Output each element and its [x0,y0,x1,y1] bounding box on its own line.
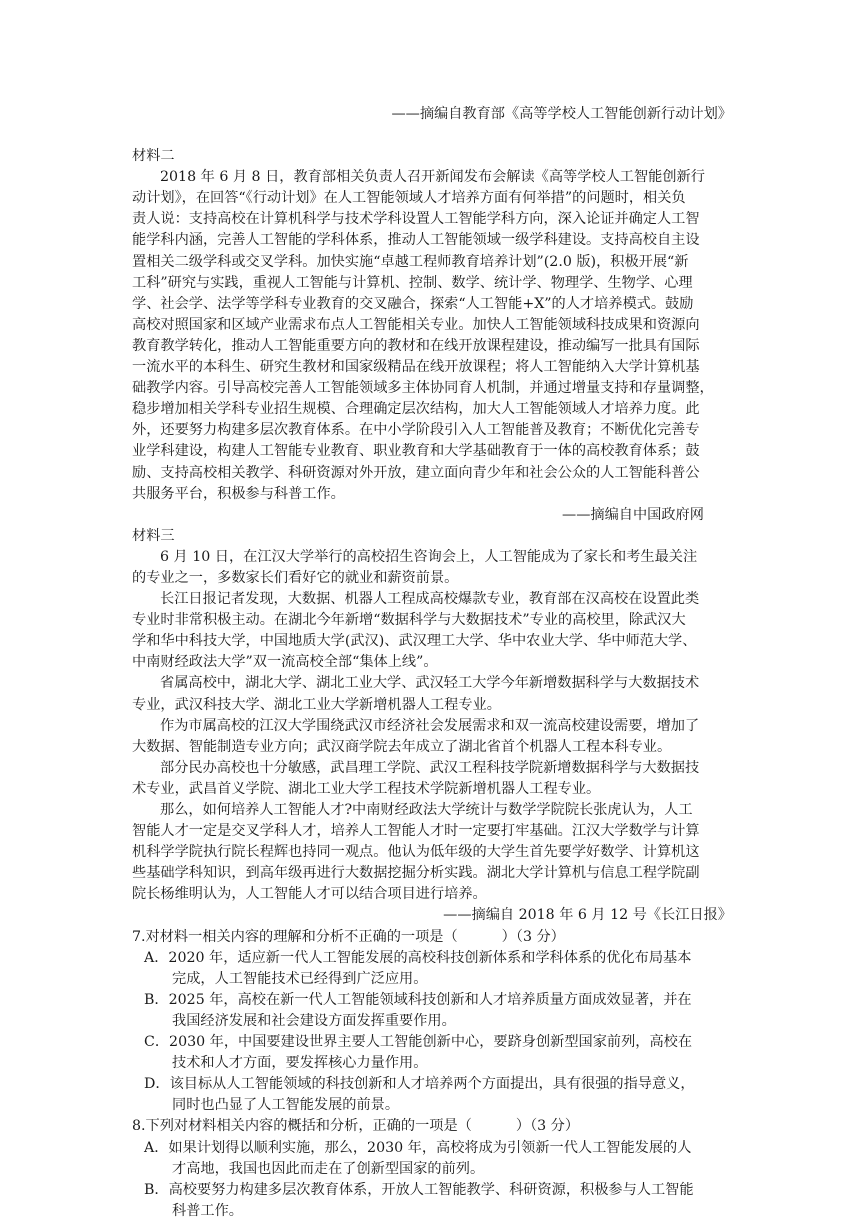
text-line: 础教学内容。引导高校完善人工智能领域多主体协同育人机制，并通过增量支持和存量调整， [132,380,714,397]
material-2-heading: 材料二 [132,148,175,165]
question-8-option-a: A．如果计划得以顺利实施，那么，2030 年，高校将成为引领新一代人工智能发展的人 [144,1139,692,1156]
spacer [132,125,732,146]
text-line: 专业，武汉科技大学、湖北工业大学新增机器人工程专业。 [132,696,501,713]
text-line: 6 月 10 日，在江汉大学举行的高校招生咨询会上，人工智能成为了家长和考生最关注 [160,548,698,565]
text-line: 稳步增加相关学科专业招生规模、合理确定层次结构，加大人工智能领域人才培养力度。此 [132,401,700,418]
question-7-option-d: D．该目标从人工智能领域的科技创新和人才培养两个方面提出，具有很强的指导意义， [144,1076,695,1093]
text-line: 省属高校中，湖北大学、湖北工业大学、武汉轻工大学今年新增数据科学与大数据技术 [160,675,700,692]
question-7-option-a: A．2020 年，适应新一代人工智能发展的高校科技创新体系和学科体系的优化布局基本 [144,949,692,966]
text-line: 专业时非常积极主动。在湖北今年新增“数据科学与大数据技术”专业的高校里，除武汉大 [132,612,686,629]
text-line: 高校对照国家和区域产业需求布点人工智能相关专业。加快人工智能领域科技成果和资源向 [132,316,700,333]
question-8-option-b: B．高校要努力构建多层次教育体系，开放人工智能教学、科研资源，积极参与人工智能 [144,1181,694,1198]
text-line: 院长杨维明认为，人工智能人才可以结合项目进行培养。 [132,886,487,903]
text-line: 中南财经政法大学”双一流高校全部“集体上线”。 [132,654,438,671]
question-8-stem-b: ）（3 分） [515,1118,580,1135]
text-line: 业学科建设，构建人工智能专业教育、职业教育和大学基础教育于一体的高校教育体系；鼓 [132,443,700,460]
source-material-1: ——摘编自教育部《高等学校人工智能创新行动计划》 [391,106,732,122]
question-8-stem-a: 8.下列对材料相关内容的概括和分析，正确的一项是（ [132,1118,472,1135]
text-line: 术专业，武昌首义学院、湖北工业大学工程技术学院新增机器人工程专业。 [132,780,601,797]
question-7-stem [132,927,732,948]
text-line: 能学科内涵，完善人工智能的学科体系，推动人工智能领域一级学科建设。支持高校自主设 [132,232,700,249]
question-7-option-b: B．2025 年，高校在新一代人工智能领域科技创新和人才培养质量方面成效显著，并在 [144,991,692,1008]
question-7-option-b-cont: 我国经济发展和社会建设方面发挥重要作用。 [172,1012,456,1029]
question-8-option-a-cont: 才高地，我国也因此而走在了创新型国家的前列。 [172,1160,485,1177]
question-7-option-c-cont: 技术和人才方面，要发挥核心力量作用。 [172,1055,428,1072]
text-line: 外，还要努力构建多层次教育体系。在中小学阶段引入人工智能普及教育；不断优化完善专 [132,422,700,439]
question-8-option-b-cont: 科普工作。 [172,1202,243,1219]
text-line: 励、支持高校相关教学、科研资源对外开放，建立面向青少年和社会公众的人工智能科普公 [132,464,700,481]
text-line: 些基础学科知识，到高年级再进行大数据挖掘分析实践。湖北大学计算机与信息工程学院副 [132,865,700,882]
text-line: 智能人才一定是交叉学科人才，培养人工智能人才时一定要打牢基础。江汉大学数学与计算 [132,823,700,840]
question-7-option-c: C．2030 年，中国要建设世界主要人工智能创新中心，要跻身创新型国家前列，高校在 [144,1034,693,1051]
source-material-3: ——摘编自 2018 年 6 月 12 号《长江日报》 [443,907,732,924]
document-page [132,104,732,1222]
text-line: 共服务平台，积极参与科普工作。 [132,485,345,502]
text-line: 机科学学院执行院长程辉也持同一观点。他认为低年级的大学生首先要学好数学、计算机这 [132,844,700,861]
text-line: 动计划》，在回答“《行动计划》在人工智能领域人才培养方面有何举措”的问题时，相关负 [132,190,686,207]
material-3-body [132,547,732,906]
text-line: 置相关二级学科或交叉学科。加快实施“卓越工程师教育培养计划”(2.0 版)，积极开展“新 [132,253,689,270]
text-line: 大数据、智能制造专业方向；武汉商学院去年成立了湖北省首个机器人工程本科专业。 [132,738,672,755]
text-line: 作为市属高校的江汉大学围绕武汉市经济社会发展需求和双一流高校建设需要，增加了 [160,717,700,734]
question-7-option-a-cont: 完成，人工智能技术已经得到广泛应用。 [172,970,428,987]
text-line: 责人说：支持高校在计算机科学与技术学科设置人工智能学科方向，深入论证并确定人工智 [132,211,700,228]
text-line: 学、社会学、法学等学科专业教育的交叉融合，探索“人工智能+X”的人才培养模式。鼓励 [132,295,694,312]
question-8-stem [132,1116,732,1137]
text-line: 2018 年 6 月 8 日，教育部相关负责人召开新闻发布会解读《高等学校人工智能创新行 [160,169,705,186]
text-line: 一流水平的本科生、研究生教材和国家级精品在线开放课程；将人工智能纳入大学计算机基 [132,359,700,376]
material-3-heading: 材料三 [132,527,175,544]
text-line: 学和华中科技大学，中国地质大学(武汉)、武汉理工大学、华中农业大学、华中师范大学、 [132,633,697,650]
text-line: 那么，如何培养人工智能人才?中南财经政法大学统计与数学学院院长张虎认为，人工 [160,802,693,818]
material-2-body [132,167,732,505]
text-line: 的专业之一，多数家长们看好它的就业和薪资前景。 [132,569,459,586]
question-7-stem-a: 7.对材料一相关内容的理解和分析不正确的一项是（ [132,928,458,945]
question-7-option-d-cont: 同时也凸显了人工智能发展的前景。 [172,1097,400,1114]
source-material-2: ——摘编自中国政府网 [562,506,704,523]
text-line: 工科”研究与实践，重视人工智能与计算机、控制、数学、统计学、物理学、生物学、心理 [132,274,693,291]
text-line: 部分民办高校也十分敏感，武昌理工学院、武汉工程科技学院新增数据科学与大数据技 [160,759,700,776]
text-line: 长江日报记者发现，大数据、机器人工程成高校爆款专业，教育部在汉高校在设置此类 [160,591,700,608]
question-7-stem-b: ）（3 分） [501,928,565,945]
text-line: 教育教学转化，推动人工智能重要方向的教材和在线开放课程建设，推动编写一批具有国际 [132,337,700,354]
